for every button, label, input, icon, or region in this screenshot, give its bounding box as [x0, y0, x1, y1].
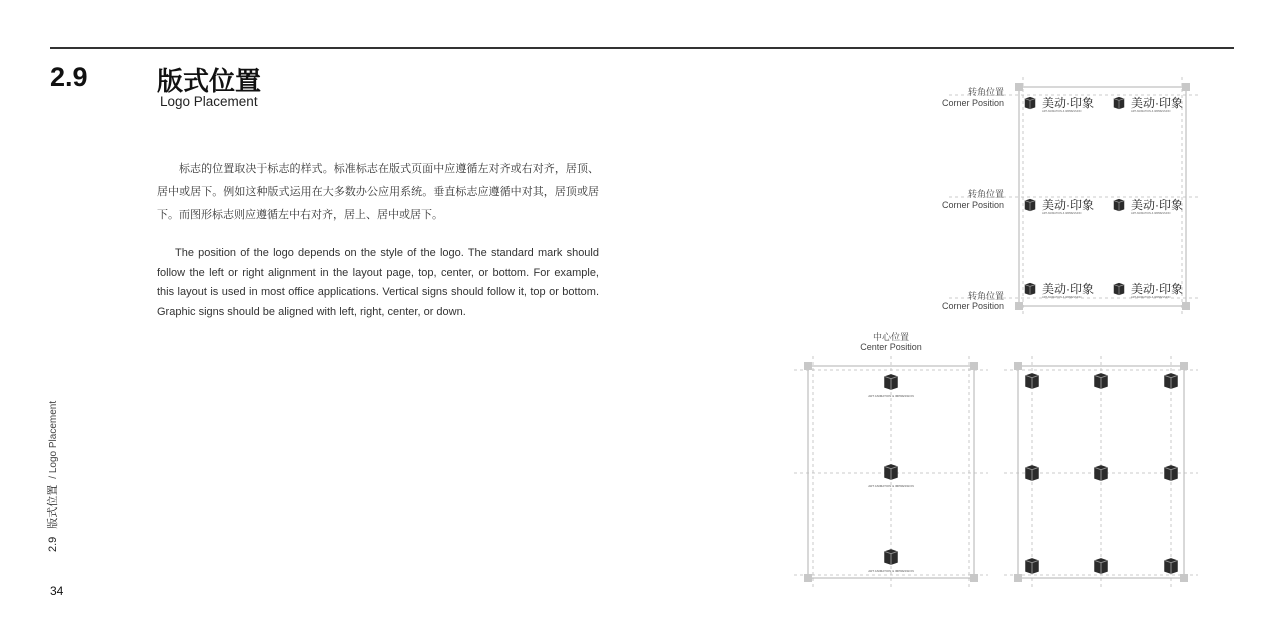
logo-tagline: ART ANIMATION & IMPRESSION	[1042, 212, 1082, 215]
logo-cube-icon	[1094, 558, 1108, 574]
center-corner-marker	[970, 362, 978, 370]
center-corner-marker	[804, 574, 812, 582]
logo-cube-icon	[1164, 465, 1178, 481]
corner-corner-marker	[1182, 83, 1190, 91]
logo-tagline: ART ANIMATION & IMPRESSION	[1131, 110, 1171, 113]
logo-cube-icon	[1025, 283, 1036, 295]
corner-corner-marker	[1015, 83, 1023, 91]
logo-cube-icon	[1025, 373, 1039, 389]
logo-cube-icon	[884, 374, 898, 390]
logo-wordmark: 美动·印象	[1042, 198, 1094, 212]
corner-corner-marker	[1015, 302, 1023, 310]
logo-cube-icon	[1114, 283, 1125, 295]
corner-label-zh-top: 转角位置	[967, 87, 1004, 97]
center-label-zh: 中心位置	[872, 332, 910, 342]
logo-wordmark: 美动·印象	[1042, 96, 1094, 110]
corner-page-frame	[1019, 87, 1186, 306]
logo-cube-icon	[1114, 97, 1125, 109]
logo-cube-icon	[1164, 373, 1178, 389]
logo-tagline: ART ANIMATION & IMPRESSION	[1042, 110, 1082, 113]
corner-label-en-bottom: Corner Position	[941, 301, 1004, 311]
logo-tagline: ART ANIMATION & IMPRESSION	[868, 484, 914, 488]
corner-label-en-middle: Corner Position	[941, 200, 1004, 210]
logo-cube-icon	[1025, 558, 1039, 574]
logo-tagline: ART ANIMATION & IMPRESSION	[868, 394, 914, 398]
page-number: 34	[50, 584, 64, 598]
logo-cube-icon	[1094, 373, 1108, 389]
logo-tagline: ART ANIMATION & IMPRESSION	[1131, 212, 1171, 215]
logo-cube-icon	[1164, 558, 1178, 574]
logo-wordmark: 美动·印象	[1131, 282, 1183, 296]
logo-wordmark: 美动·印象	[1131, 198, 1183, 212]
logo-cube-icon	[884, 549, 898, 565]
logo-tagline: ART ANIMATION & IMPRESSION	[1131, 296, 1171, 299]
corner-label-zh-middle: 转角位置	[967, 189, 1004, 199]
body-text-chinese: 标志的位置取决于标志的样式。标准标志在版式页面中应遵循左对齐或右对齐，居顶、居中或居下。例如这种版式运用在大多数办公应用系统。垂直标志应遵循中对其，居顶或居下。而图形标志则应遵循左中右对齐，居上、居中或居下。	[157, 162, 599, 221]
logo-cube-icon	[1025, 97, 1036, 109]
graphic-corner-marker	[1014, 574, 1022, 582]
page-title: 版式位置	[157, 67, 262, 97]
logo-wordmark: 美动·印象	[1131, 96, 1183, 110]
graphic-corner-marker	[1180, 362, 1188, 370]
logo-cube-icon	[884, 464, 898, 480]
center-label-en: Center Position	[860, 342, 922, 352]
sidebar-title-en: / Logo Placement	[48, 400, 59, 479]
section-number: 2.9	[50, 62, 88, 92]
logo-tagline: ART ANIMATION & IMPRESSION	[868, 569, 914, 573]
center-corner-marker	[804, 362, 812, 370]
center-corner-marker	[970, 574, 978, 582]
graphic-corner-marker	[1014, 362, 1022, 370]
corner-corner-marker	[1182, 302, 1190, 310]
logo-wordmark: 美动·印象	[1042, 282, 1094, 296]
logo-cube-icon	[1114, 199, 1125, 211]
sidebar-number: 2.9	[47, 536, 59, 552]
body-text-english: The position of the logo depends on the style of the logo. The standard mark should follow the left or right alignment in the layout page, top, center, or bottom. For example, this layout is used in most office applications. Vertical signs should follow it, top or bottom. Graphic signs should be aligned with left, right, center, or down.	[157, 247, 599, 318]
logo-cube-icon	[1025, 465, 1039, 481]
graphic-corner-marker	[1180, 574, 1188, 582]
logo-cube-icon	[1025, 199, 1036, 211]
corner-label-en-top: Corner Position	[941, 98, 1004, 108]
page-subtitle: Logo Placement	[160, 94, 258, 109]
corner-label-zh-bottom: 转角位置	[967, 291, 1004, 301]
logo-cube-icon	[1094, 465, 1108, 481]
sidebar-title-zh: 版式位置	[46, 484, 59, 529]
logo-tagline: ART ANIMATION & IMPRESSION	[1042, 296, 1082, 299]
